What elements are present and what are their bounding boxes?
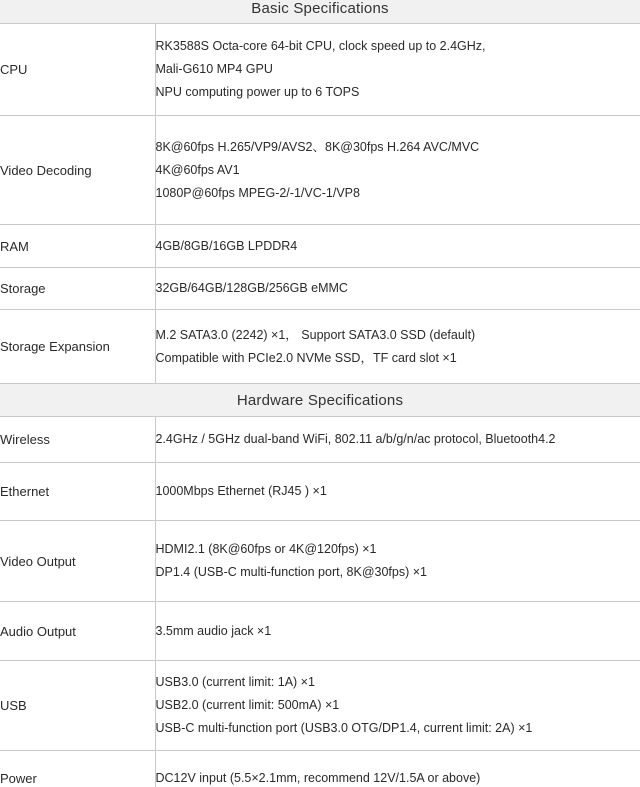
spec-value <box>155 268 640 310</box>
spec-row-power <box>0 751 640 787</box>
spec-line: DC12V input (5.5×2.1mm, recommend 12V/1.5A or above) <box>155 771 481 785</box>
spec-line: 1080P@60fps MPEG-2/-1/VC-1/VP8 <box>155 185 360 200</box>
spec-row-wireless <box>0 417 640 463</box>
spec-line: 3.5mm audio jack ×1 <box>155 623 272 638</box>
spec-row-ethernet <box>0 463 640 521</box>
spec-line: HDMI2.1 (8K@60fps or 4K@120fps) ×1 <box>155 542 377 556</box>
spec-row-ram <box>0 225 640 268</box>
spec-row-storage <box>0 268 640 310</box>
spec-label: Wireless <box>0 417 155 463</box>
spec-line: 1000Mbps Ethernet (RJ45 ) ×1 <box>155 484 327 498</box>
spec-line: USB-C multi-function port (USB3.0 OTG/DP1.4, current limit: 2A) ×1 <box>155 721 533 735</box>
spec-label: Ethernet <box>0 463 155 521</box>
spec-label: Storage Expansion <box>0 310 155 384</box>
spec-value <box>155 661 640 751</box>
spec-label: Video Output <box>0 521 155 602</box>
spec-line: Mali-G610 MP4 GPU <box>155 62 273 76</box>
spec-line: USB3.0 (current limit: 1A) ×1 <box>155 675 315 689</box>
spec-line: USB2.0 (current limit: 500mA) ×1 <box>155 698 340 712</box>
section-header-hardware <box>0 384 640 417</box>
spec-label: Power <box>0 751 155 787</box>
spec-line: NPU computing power up to 6 TOPS <box>155 85 360 99</box>
spec-line: DP1.4 (USB-C multi-function port, 8K@30fps) ×1 <box>155 565 427 579</box>
spec-line: 4K@60fps AV1 <box>155 162 240 177</box>
spec-line: 2.4GHz / 5GHz dual-band WiFi, 802.11 a/b/g/n/ac protocol, Bluetooth4.2 <box>155 432 556 446</box>
spec-value <box>155 751 640 787</box>
spec-label: Video Decoding <box>0 116 155 225</box>
spec-row-cpu <box>0 24 640 116</box>
spec-value <box>155 521 640 602</box>
spec-label: Storage <box>0 268 155 310</box>
spec-label: Audio Output <box>0 602 155 661</box>
spec-value <box>155 463 640 521</box>
spec-label: CPU <box>0 24 155 116</box>
spec-line: M.2 SATA3.0 (2242) ×1， Support SATA3.0 SSD (default) <box>155 327 476 342</box>
spec-row-video-decoding <box>0 116 640 225</box>
spec-value <box>155 602 640 661</box>
spec-value <box>155 310 640 384</box>
spec-value <box>155 24 640 116</box>
spec-row-usb <box>0 661 640 751</box>
spec-line: 32GB/64GB/128GB/256GB eMMC <box>155 281 348 295</box>
spec-value <box>155 417 640 463</box>
section-title: Hardware Specifications <box>0 384 640 417</box>
spec-row-storage-expansion <box>0 310 640 384</box>
spec-line: 4GB/8GB/16GB LPDDR4 <box>155 238 298 253</box>
spec-line: RK3588S Octa-core 64-bit CPU, clock speed up to 2.4GHz, <box>155 39 486 53</box>
spec-line: Compatible with PCIe2.0 NVMe SSD，TF card slot ×1 <box>155 350 457 365</box>
section-title: Basic Specifications <box>0 0 640 24</box>
spec-row-video-output <box>0 521 640 602</box>
section-header-basic <box>0 0 640 24</box>
spec-value <box>155 116 640 225</box>
spec-label: USB <box>0 661 155 751</box>
spec-value <box>155 225 640 268</box>
spec-label: RAM <box>0 225 155 268</box>
spec-line: 8K@60fps H.265/VP9/AVS2、8K@30fps H.264 AVC/MVC <box>155 139 480 154</box>
spec-row-audio-output <box>0 602 640 661</box>
